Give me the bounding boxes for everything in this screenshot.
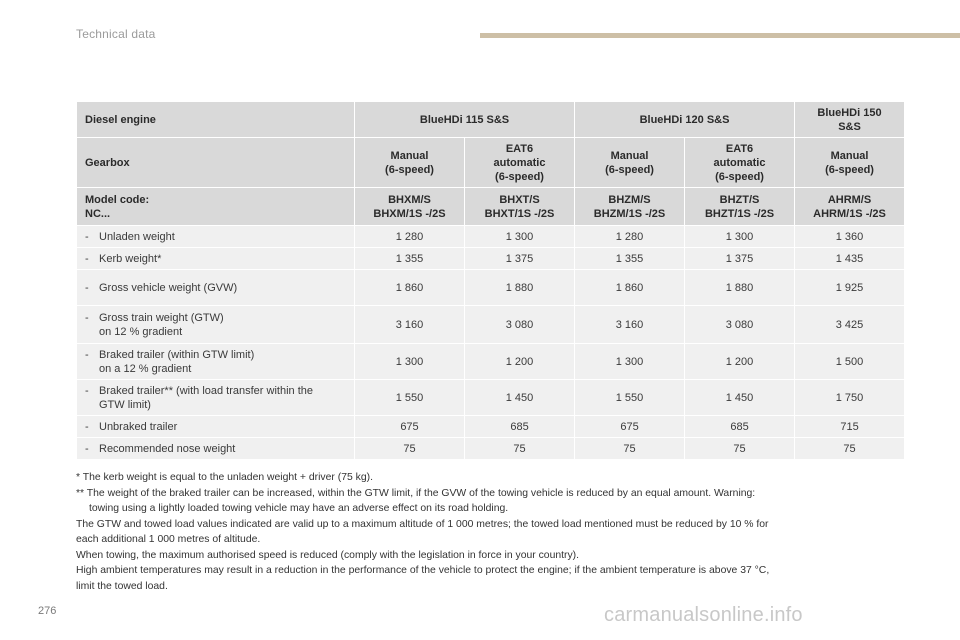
gearbox-line: automatic (713, 156, 766, 169)
table-cell: 1 280 (575, 226, 685, 248)
table-cell: 1 355 (355, 248, 465, 270)
row-label-text: Gross vehicle weight (GVW) (99, 281, 238, 294)
row-label-text: Unbraked trailer (99, 420, 178, 433)
table-row (77, 416, 905, 438)
gearbox-line: Manual (610, 149, 649, 162)
table-cell: 1 450 (465, 380, 575, 416)
table-cell: 1 550 (355, 380, 465, 416)
model-code-line: BHXM/1S -/2S (373, 207, 446, 220)
table-cell: 1 450 (685, 380, 795, 416)
model-code-line: BHZT/S (719, 193, 760, 206)
footnote: towing using a lightly loaded towing vehicle may have an adverse effect on its road holding. (89, 503, 509, 514)
engine-header-line: S&S (838, 120, 861, 133)
note-paragraph: limit the towed load. (76, 580, 168, 592)
table-cell: 1 280 (355, 226, 465, 248)
table-cell: 1 360 (795, 226, 905, 248)
row-dash: - (85, 442, 89, 455)
row-label-text (99, 348, 339, 376)
row-label-text: Unladen weight (99, 230, 175, 243)
row-dash: - (85, 384, 89, 397)
row-label-text (99, 384, 339, 412)
model-code-cell (465, 188, 575, 226)
model-code-line: AHRM/S (827, 193, 872, 206)
table-cell: 75 (465, 438, 575, 460)
row-label (77, 248, 355, 270)
gearbox-cell (355, 138, 465, 188)
table-row (77, 438, 905, 460)
table-cell: 1 500 (795, 344, 905, 380)
note-paragraph: each additional 1 000 metres of altitude. (76, 534, 261, 545)
gearbox-line: (6-speed) (495, 170, 544, 183)
row-dash: - (85, 348, 89, 361)
row-label (77, 438, 355, 460)
table-cell: 75 (355, 438, 465, 460)
table-cell: 1 300 (575, 344, 685, 380)
table-cell: 1 300 (465, 226, 575, 248)
row-label-text: Recommended nose weight (99, 442, 236, 455)
table-cell: 1 880 (685, 270, 795, 306)
engine-header (795, 102, 905, 138)
page-number: 276 (38, 605, 57, 617)
row-label-line: Gross train weight (GTW) (99, 311, 224, 324)
table-cell: 1 550 (575, 380, 685, 416)
engine-header: BlueHDi 120 S&S (575, 102, 795, 138)
model-code-line: BHZM/1S -/2S (593, 207, 666, 220)
table-row (77, 248, 905, 270)
model-code-line: BHXT/1S -/2S (484, 207, 555, 220)
table-cell: 75 (575, 438, 685, 460)
row-dash: - (85, 281, 89, 294)
table-cell: 1 200 (465, 344, 575, 380)
table-cell: 1 375 (465, 248, 575, 270)
table-cell: 3 160 (575, 306, 685, 344)
row-label (77, 416, 355, 438)
table-cell: 1 300 (685, 226, 795, 248)
table-cell: 1 860 (355, 270, 465, 306)
row-dash: - (85, 230, 89, 243)
gearbox-header-row (77, 138, 905, 188)
row-label (77, 344, 355, 380)
gearbox-line: Manual (390, 149, 429, 162)
gearbox-cell (465, 138, 575, 188)
table-cell: 1 375 (685, 248, 795, 270)
model-code-cell (795, 188, 905, 226)
table-cell: 75 (685, 438, 795, 460)
table-cell: 1 355 (575, 248, 685, 270)
table-cell: 715 (795, 416, 905, 438)
watermark: carmanualsonline.info (604, 604, 803, 626)
model-code-cell (685, 188, 795, 226)
row-label-line: on 12 % gradient (99, 325, 183, 338)
table-cell: 3 080 (465, 306, 575, 344)
row-label (77, 270, 355, 306)
row-label (77, 380, 355, 416)
model-code-cell (355, 188, 465, 226)
engine-header-row (77, 102, 905, 138)
gearbox-line: automatic (493, 156, 546, 169)
gearbox-line: (6-speed) (715, 170, 764, 183)
row-dash: - (85, 420, 89, 433)
table-cell: 1 925 (795, 270, 905, 306)
model-code-cell (575, 188, 685, 226)
table-row (77, 380, 905, 416)
table-cell: 3 080 (685, 306, 795, 344)
footnote: ** The weight of the braked trailer can be increased, within the GTW limit, if the GVW of the towing vehicle is reduced by an equal amount. Warning: (76, 487, 756, 499)
table-row (77, 270, 905, 306)
row-label-line: Braked trailer (within GTW limit) (99, 348, 255, 361)
table-cell: 1 750 (795, 380, 905, 416)
model-code-line: AHRM/1S -/2S (813, 207, 886, 220)
section-title-bar (480, 33, 960, 38)
table-cell: 685 (465, 416, 575, 438)
technical-data-table (76, 101, 905, 460)
engine-header: BlueHDi 115 S&S (355, 102, 575, 138)
row-label-text (99, 311, 339, 339)
table-row (77, 344, 905, 380)
model-code-line: BHXT/S (499, 193, 540, 206)
table-cell: 3 425 (795, 306, 905, 344)
table-cell: 675 (575, 416, 685, 438)
model-code-line: BHZM/S (608, 193, 651, 206)
row-dash: - (85, 311, 89, 324)
gearbox-cell (685, 138, 795, 188)
table-cell: 1 880 (465, 270, 575, 306)
note-paragraph: When towing, the maximum authorised speed is reduced (comply with the legislation in force in your country). (76, 549, 580, 561)
model-code-label-line: NC... (85, 207, 111, 220)
gearbox-line: Manual (830, 149, 869, 162)
notes (76, 470, 904, 594)
table-cell: 1 300 (355, 344, 465, 380)
model-code-line: BHZT/1S -/2S (704, 207, 775, 220)
model-code-label (77, 188, 355, 226)
model-code-label-line: Model code: (85, 193, 150, 206)
gearbox-line: EAT6 (725, 142, 754, 155)
row-label (77, 226, 355, 248)
table-cell: 3 160 (355, 306, 465, 344)
row-label-line: GTW limit) (99, 398, 151, 411)
gearbox-cell (795, 138, 905, 188)
gearbox-cell (575, 138, 685, 188)
model-code-line: BHXM/S (388, 193, 431, 206)
row-label-line: Braked trailer** (with load transfer within the (99, 384, 313, 397)
note-paragraph: The GTW and towed load values indicated are valid up to a maximum altitude of 1 000 metres; the towed load mentioned must be reduced by 10 % for (76, 518, 769, 530)
table-row (77, 226, 905, 248)
engine-header-line: BlueHDi 150 (817, 106, 882, 119)
gearbox-line: (6-speed) (605, 163, 654, 176)
row-dash: - (85, 252, 89, 265)
gearbox-line: (6-speed) (825, 163, 874, 176)
table-cell: 1 860 (575, 270, 685, 306)
row-label-text: Kerb weight* (99, 252, 162, 265)
footnote: * The kerb weight is equal to the unladen weight + driver (75 kg). (76, 472, 373, 483)
model-code-row (77, 188, 905, 226)
gearbox-line: EAT6 (505, 142, 534, 155)
row-label (77, 306, 355, 344)
note-paragraph: High ambient temperatures may result in a reduction in the performance of the vehicle to protect the engine; if the ambient temperature is above 37 °C, (76, 565, 770, 576)
table-cell: 75 (795, 438, 905, 460)
table-cell: 1 435 (795, 248, 905, 270)
gearbox-label: Gearbox (77, 138, 355, 188)
table-cell: 675 (355, 416, 465, 438)
row-label-line: on a 12 % gradient (99, 362, 192, 375)
table-row (77, 306, 905, 344)
gearbox-line: (6-speed) (385, 163, 434, 176)
table-cell: 685 (685, 416, 795, 438)
section-title: Technical data (76, 27, 156, 41)
diesel-engine-label: Diesel engine (77, 102, 355, 138)
table-cell: 1 200 (685, 344, 795, 380)
